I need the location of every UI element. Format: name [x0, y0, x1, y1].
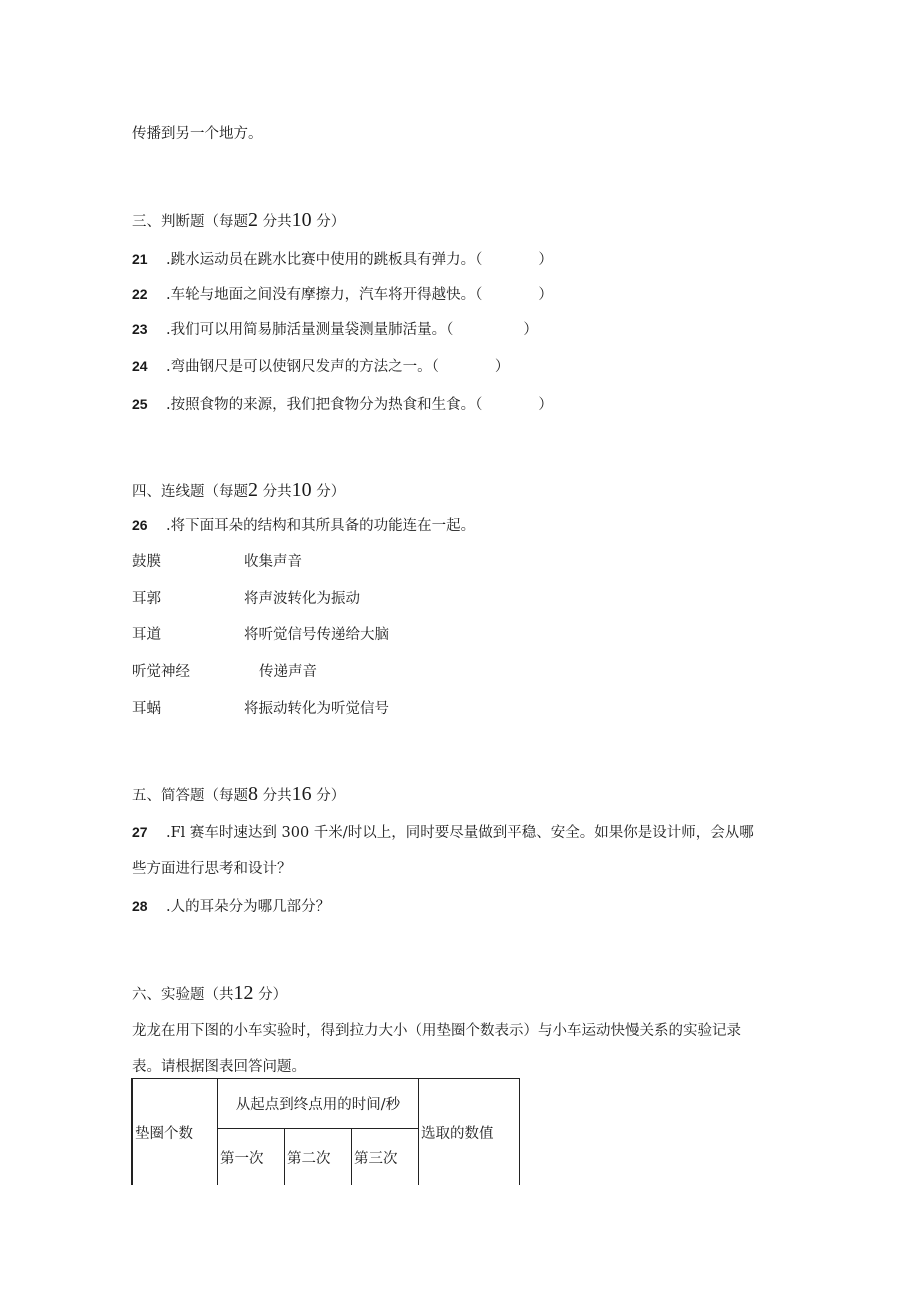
section4-heading-prefix: 四、连线题（每题 — [132, 484, 248, 500]
question-text: .人的耳朵分为哪几部分？ — [166, 899, 331, 915]
question-text: .弯曲钢尺是可以使钢尺发声的方法之一。（ — [166, 359, 439, 375]
washer-count-label: 垫圈个数 — [135, 1125, 193, 1142]
question-number: 26 — [132, 517, 148, 533]
question-number: 21 — [132, 251, 148, 267]
question-24 — [132, 355, 509, 376]
section3-heading-mid: 分共 — [262, 214, 292, 230]
section5-heading-suffix: 分） — [316, 788, 346, 804]
question-21 — [132, 248, 553, 269]
section6-intro-line1: 龙龙在用下图的小车实验时，得到拉力大小（用垫圈个数表示）与小车运动快慢关系的实验记录 — [132, 1023, 741, 1039]
close-paren: ） — [523, 322, 538, 338]
match-right-item: 将振动转化为听觉信号 — [244, 701, 389, 717]
section4-heading-mid: 分共 — [262, 484, 292, 500]
trial-label: 第一次 — [220, 1150, 264, 1167]
continuation-text: 传播到另一个地方。 — [132, 126, 263, 142]
section3-heading — [132, 209, 345, 232]
trial-label: 第二次 — [287, 1150, 331, 1167]
match-right-item: 传递声音 — [259, 664, 317, 680]
trial-label: 第三次 — [354, 1150, 398, 1167]
close-paren: ） — [538, 397, 553, 413]
close-paren: ） — [538, 287, 553, 303]
section6-intro-line2: 表。请根据图表回答问题。 — [132, 1059, 306, 1075]
section6-heading-prefix: 六、实验题（共 — [132, 987, 234, 1003]
header-selected-value — [419, 1079, 520, 1186]
question-number: 24 — [132, 358, 148, 374]
section4-heading-suffix: 分） — [316, 484, 346, 500]
question-26 — [132, 514, 475, 535]
question-text: .跳水运动员在跳水比赛中使用的跳板具有弹力。（ — [166, 252, 483, 268]
question-text: .Fl 赛车时速达到 300 千米/时以上，同时要尽量做到平稳、安全。如果你是设计师，会从哪 — [166, 825, 754, 841]
match-left-item: 耳道 — [132, 627, 161, 643]
question-text: .车轮与地面之间没有摩擦力，汽车将开得越快。（ — [166, 287, 483, 303]
section5-heading — [132, 783, 345, 806]
question-23 — [132, 318, 538, 339]
close-paren: ） — [494, 359, 510, 375]
section3-heading-suffix: 分） — [316, 214, 346, 230]
section5-total-score: 16 — [291, 783, 312, 805]
question-number: 27 — [132, 824, 148, 840]
section6-heading-suffix: 分） — [258, 987, 288, 1003]
header-time — [218, 1079, 419, 1129]
question-number: 28 — [132, 898, 148, 914]
match-right-item: 将听觉信号传递给大脑 — [244, 627, 389, 643]
match-left-item: 耳郭 — [132, 591, 161, 607]
section6-heading — [132, 982, 287, 1005]
trial-1-header — [218, 1129, 285, 1186]
question-text: .按照食物的来源，我们把食物分为热食和生食。（ — [166, 397, 483, 413]
match-right-item: 收集声音 — [244, 554, 302, 570]
section4-per-score: 2 — [248, 479, 258, 501]
match-left-item: 耳蜗 — [132, 701, 161, 717]
section3-total-score: 10 — [291, 209, 312, 231]
section4-heading — [132, 479, 345, 502]
page-bottom-crop — [120, 1185, 540, 1225]
question-22 — [132, 283, 553, 304]
header-washer-count — [132, 1079, 218, 1186]
experiment-record-table — [131, 1078, 520, 1186]
match-left-item: 鼓膜 — [132, 554, 161, 570]
section3-heading-prefix: 三、判断题（每题 — [132, 214, 248, 230]
question-text: .将下面耳朵的结构和其所具备的功能连在一起。 — [166, 518, 476, 534]
close-paren: ） — [538, 252, 553, 268]
trial-3-header — [352, 1129, 419, 1186]
section6-total-score: 12 — [233, 982, 254, 1004]
section5-heading-prefix: 五、简答题（每题 — [132, 788, 248, 804]
question-27 — [132, 821, 754, 842]
question-number: 22 — [132, 286, 148, 302]
question-27-continuation: 些方面进行思考和设计？ — [132, 861, 292, 877]
time-label: 从起点到终点用的时间/秒 — [235, 1097, 401, 1113]
section3-per-score: 2 — [248, 209, 258, 231]
question-28 — [132, 895, 330, 916]
section4-total-score: 10 — [291, 479, 312, 501]
section5-per-score: 8 — [248, 783, 258, 805]
question-number: 25 — [132, 396, 148, 412]
selected-value-label: 选取的数值 — [421, 1125, 494, 1142]
question-25 — [132, 393, 553, 414]
match-right-item: 将声波转化为振动 — [244, 591, 360, 607]
match-left-item: 听觉神经 — [132, 664, 190, 680]
question-number: 23 — [132, 321, 148, 337]
question-text: .我们可以用简易肺活量测量袋测量肺活量。（ — [166, 322, 454, 338]
section5-heading-mid: 分共 — [262, 788, 292, 804]
trial-2-header — [285, 1129, 352, 1186]
